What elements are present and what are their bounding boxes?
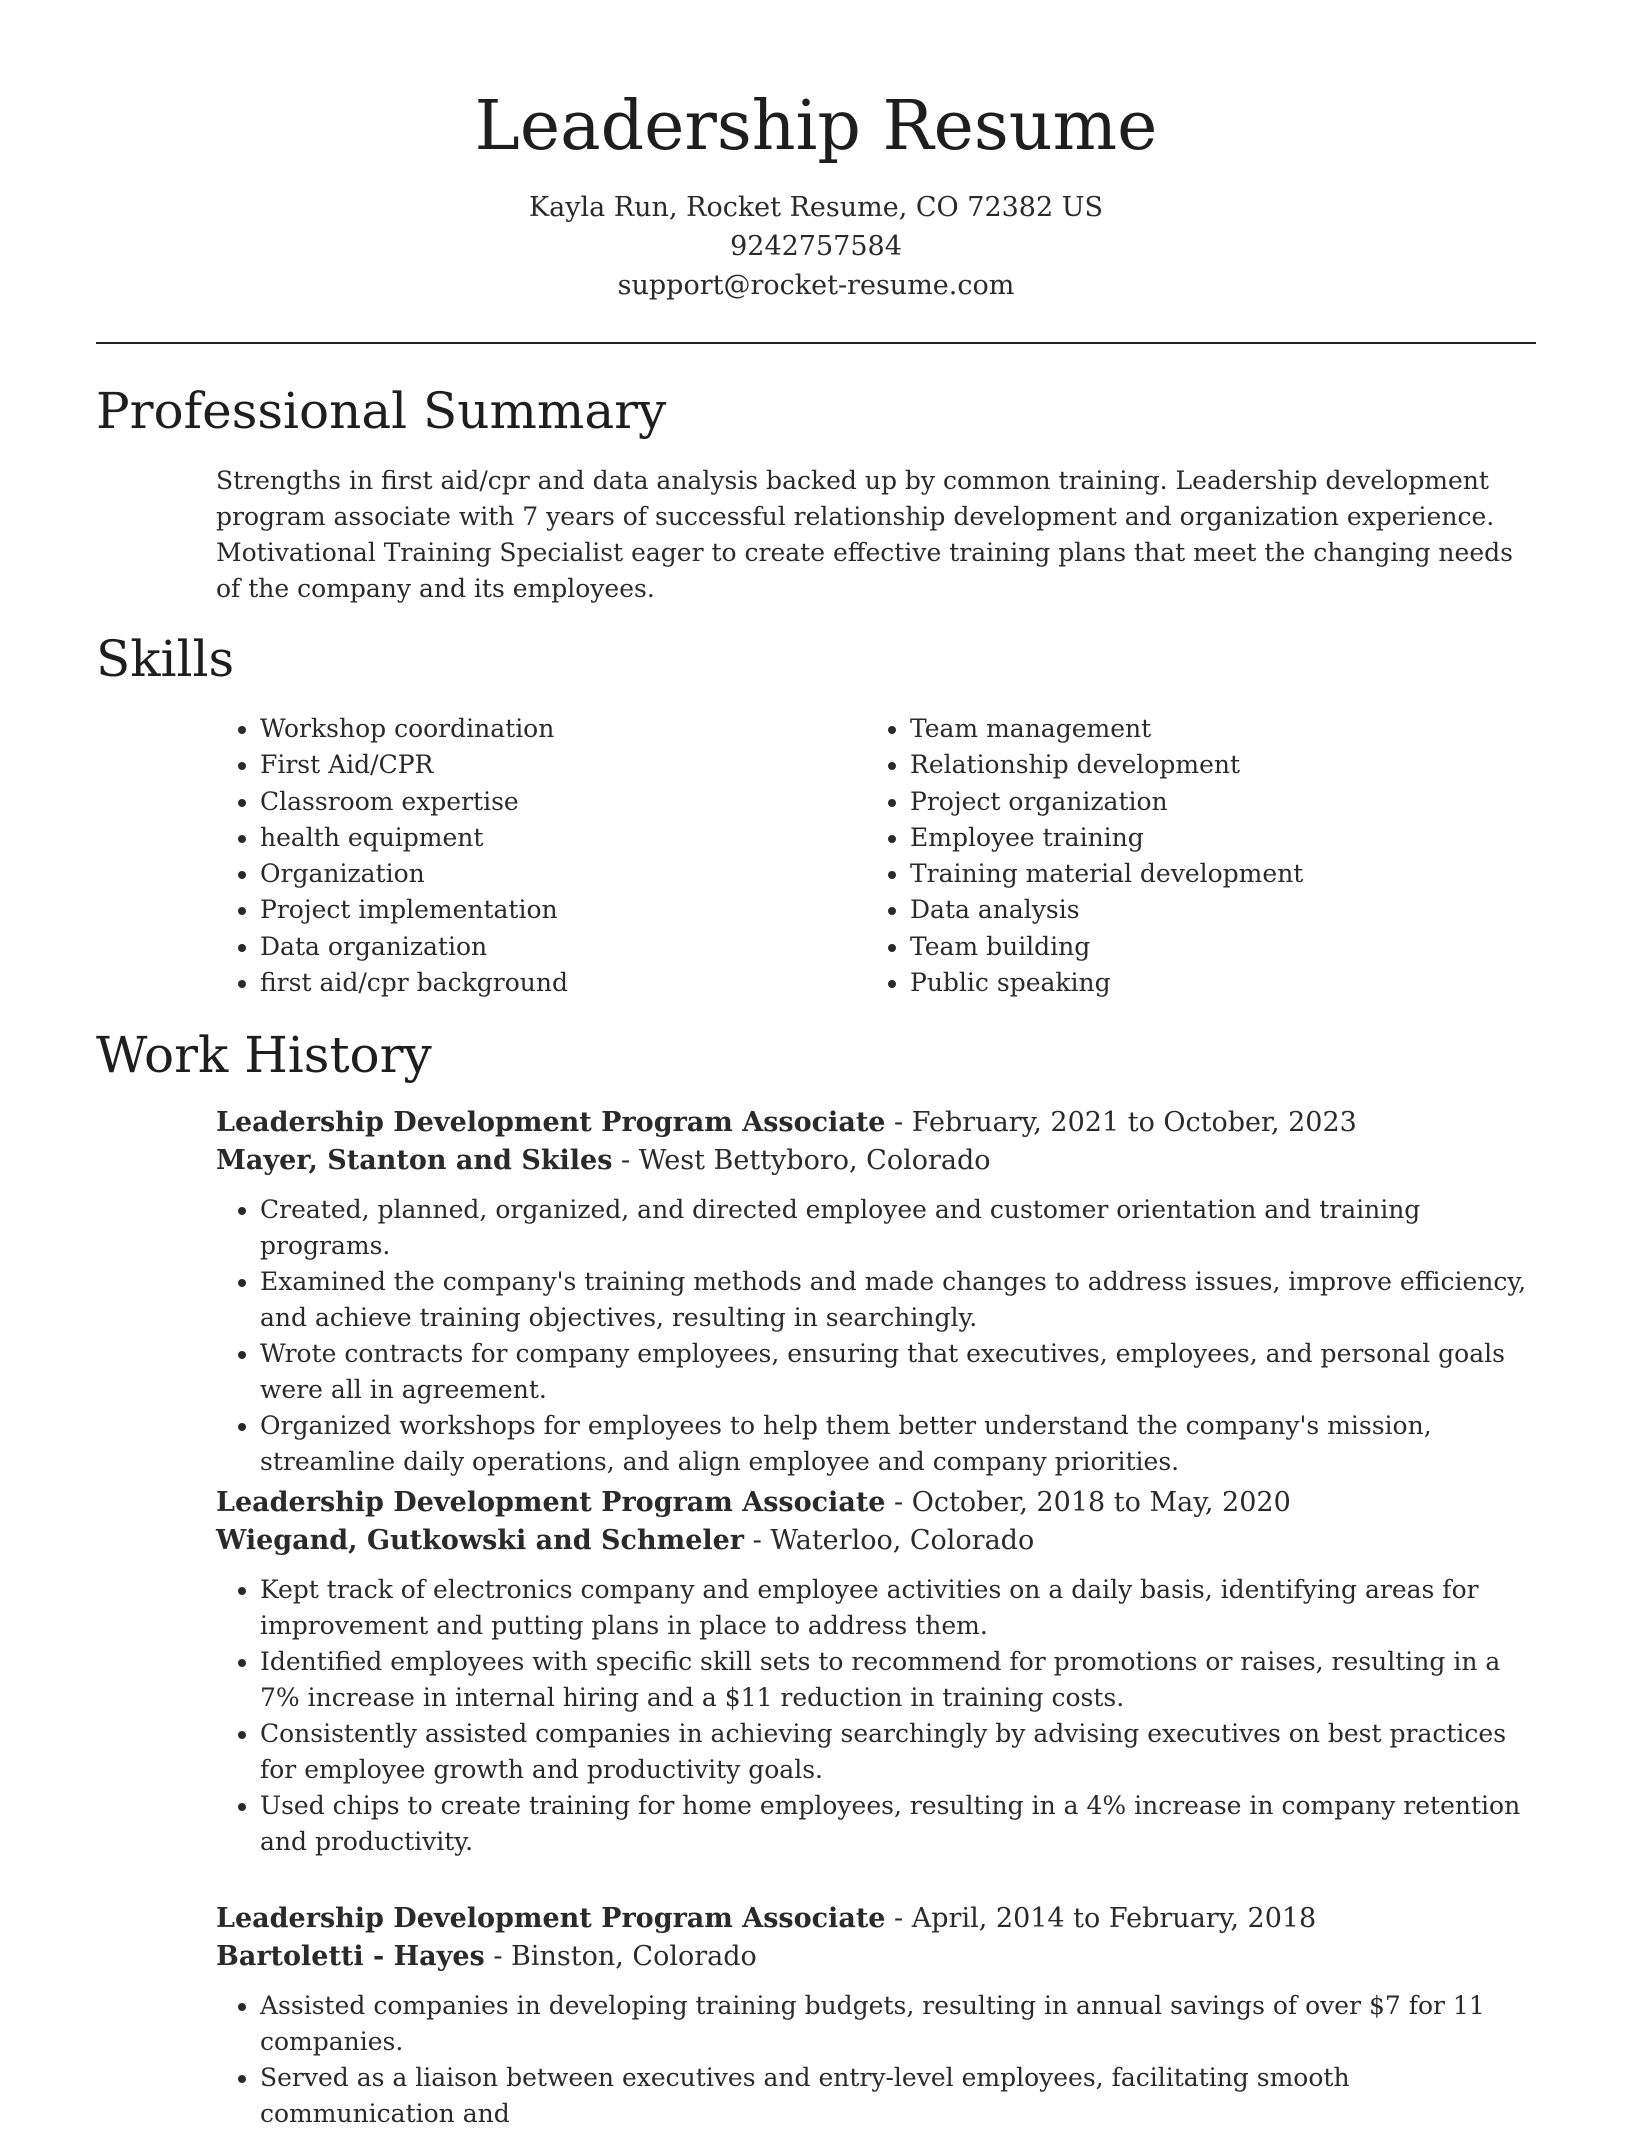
job-dates: April, 2014 to February, 2018 [911,1903,1317,1934]
skill-item: • Data analysis [910,892,1303,928]
skill-item: • Relationship development [910,747,1303,783]
page-title: Leadership Resume [474,87,1158,166]
summary-text: Strengths in first aid/cpr and data analysis backed up by common training. Leadership development program associate with 7 years of successful relationship development and organization experience. Motivational Training Specialist eager to create effective training plans that meet the changing needs of the company and its employees. [216,466,1513,603]
job-company: Bartoletti - Hayes [216,1941,485,1972]
job-title-line [216,1104,1536,1142]
contact-phone: 9242757584 [730,231,902,262]
job-bullet: • Created, planned, organized, and directed employee and customer orientation and training programs. [260,1192,1536,1264]
contact-email: support@rocket-resume.com [617,270,1015,301]
skill-item: • Classroom expertise [260,784,568,820]
skill-item: • Training material development [910,856,1303,892]
separator: - [885,1107,912,1138]
job-entry [216,1484,1536,1860]
separator: - [744,1525,771,1556]
job-bullet: • Organized workshops for employees to help them better understand the company's mission, streamline daily operations, and align employee and company priorities. [260,1408,1536,1480]
job-bullet: • Wrote contracts for company employees, ensuring that executives, employees, and personal goals were all in agreement. [260,1336,1536,1408]
skill-item: • health equipment [260,820,568,856]
skill-item: • Employee training [910,820,1303,856]
job-bullets [216,1192,1536,1480]
job-entry [216,1900,1536,2132]
job-company-line [216,1938,1536,1976]
summary-heading: Professional Summary [96,382,667,440]
job-bullet: • Consistently assisted companies in achieving searchingly by advising executives on best practices for employee growth and productivity goals. [260,1716,1536,1788]
skills-list-left [216,711,568,1001]
job-bullet: • Used chips to create training for home employees, resulting in a 4% increase in company retention and productivity. [260,1788,1536,1860]
skill-item: • Organization [260,856,568,892]
skill-item: • Project organization [910,784,1303,820]
work-history-heading: Work History [96,1026,432,1084]
job-bullet: • Examined the company's training methods and made changes to address issues, improve efficiency, and achieve training objectives, resulting in searchingly. [260,1264,1536,1336]
job-location: Waterloo, Colorado [770,1525,1035,1556]
job-company: Wiegand, Gutkowski and Schmeler [216,1525,745,1556]
job-bullet: • Identified employees with specific skill sets to recommend for promotions or raises, resulting in a 7% increase in internal hiring and a $11 reduction in training costs. [260,1644,1536,1716]
job-dates: February, 2021 to October, 2023 [911,1107,1357,1138]
resume-header [0,82,1632,305]
job-bullets [216,1988,1536,2132]
separator: - [484,1941,512,1972]
job-title-line [216,1484,1536,1522]
job-bullets [216,1572,1536,1860]
job-bullet: • Assisted companies in developing training budgets, resulting in annual savings of over $7 for 11 companies. [260,1988,1536,2060]
job-title-line [216,1900,1536,1938]
skill-item: • Team management [910,711,1303,747]
skills-heading: Skills [96,630,235,688]
job-company-line [216,1522,1536,1560]
skill-item: • Data organization [260,929,568,965]
job-company-line [216,1142,1536,1180]
contact-address: Kayla Run, Rocket Resume, CO 72382 US [529,192,1103,223]
job-bullet: • Served as a liaison between executives and entry-level employees, facilitating smooth communication and [260,2060,1536,2132]
job-title: Leadership Development Program Associate [216,1107,886,1138]
skill-item: • Public speaking [910,965,1303,1001]
job-location: Binston, Colorado [511,1941,757,1972]
skill-item: • Project implementation [260,892,568,928]
skill-item: • first aid/cpr background [260,965,568,1001]
skill-item: • Workshop coordination [260,711,568,747]
skill-item: • First Aid/CPR [260,747,568,783]
separator: - [885,1487,912,1518]
job-entry [216,1104,1536,1480]
job-location: West Bettyboro, Colorado [638,1145,991,1176]
job-company: Mayer, Stanton and Skiles [216,1145,613,1176]
job-title: Leadership Development Program Associate [216,1487,886,1518]
job-bullet: • Kept track of electronics company and employee activities on a daily basis, identifying areas for improvement and putting plans in place to address them. [260,1572,1536,1644]
header-divider [96,342,1536,344]
skill-item: • Team building [910,929,1303,965]
job-dates: October, 2018 to May, 2020 [911,1487,1291,1518]
separator: - [612,1145,639,1176]
separator: - [885,1903,912,1934]
job-title: Leadership Development Program Associate [216,1903,886,1934]
skills-list-right [866,711,1303,1001]
